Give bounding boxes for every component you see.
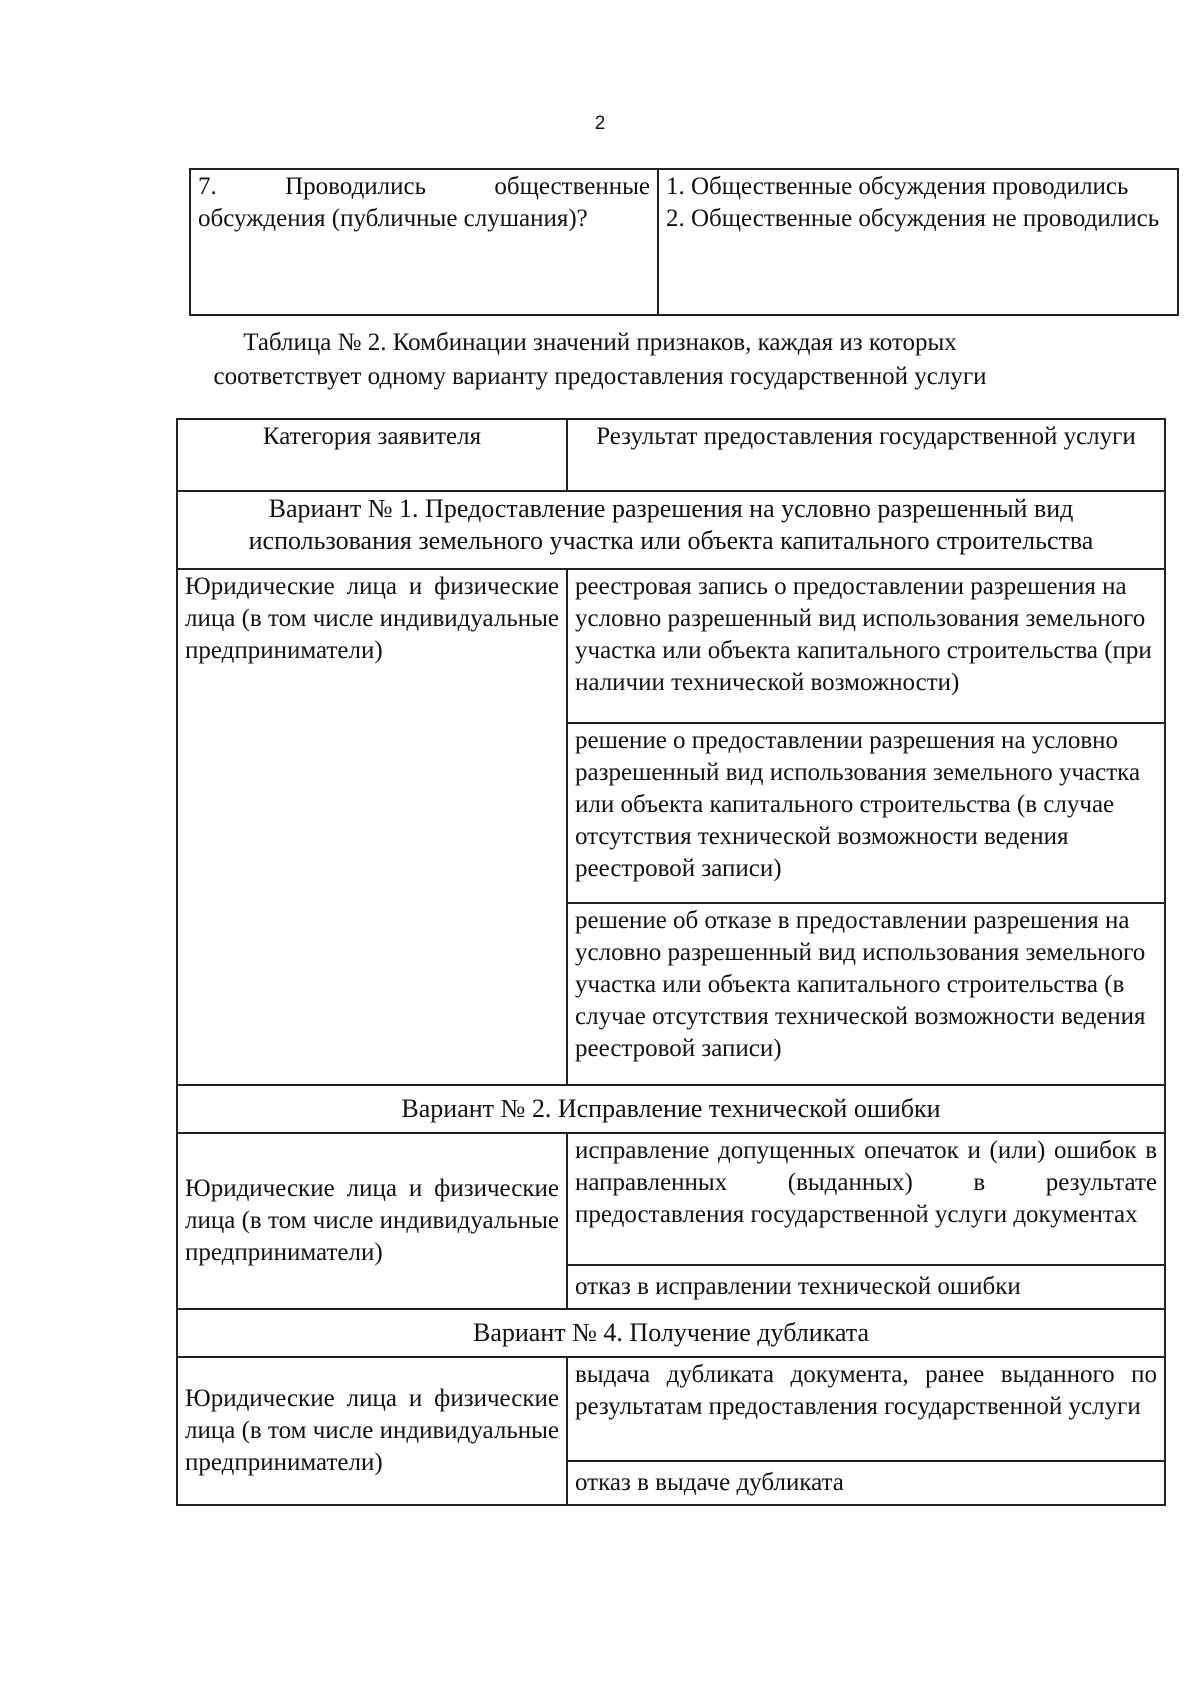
answer-option-2: 2. Общественные обсуждения не проводились	[666, 205, 1160, 232]
caption-line-1: Таблица № 2. Комбинации значений признаков, каждая из которых	[243, 329, 957, 356]
variant-title-row	[177, 1085, 1165, 1133]
header-row	[177, 419, 1165, 491]
variant-2-category: Юридические лица и физические лица (в том числе индивидуальные предприниматели)	[177, 1133, 567, 1309]
header-category: Категория заявителя	[177, 419, 567, 491]
variant-4-result-1: выдача дубликата документа, ранее выданного по результатам предоставления государственной услуги	[567, 1357, 1165, 1461]
question-7-table	[189, 168, 1179, 316]
table-2-caption	[0, 326, 1200, 394]
table-row	[177, 569, 1165, 723]
table-row	[177, 1133, 1165, 1265]
variant-2-result-1: исправление допущенных опечаток и (или) ошибок в направленных (выданных) в результате предоставления государственной услуги документах	[567, 1133, 1165, 1265]
variant-1-result-3: решение об отказе в предоставлении разрешения на условно разрешенный вид использования земельного участка или объекта капитального строительства (в случае отсутствия технической возможности ведения реестровой записи)	[567, 903, 1165, 1085]
table-row	[190, 169, 1178, 315]
variant-2-title: Вариант № 2. Исправление технической ошибки	[177, 1085, 1165, 1133]
question-7-answers	[658, 169, 1178, 315]
variant-4-category: Юридические лица и физические лица (в том числе индивидуальные предприниматели)	[177, 1357, 567, 1505]
header-result: Результат предоставления государственной услуги	[567, 419, 1165, 491]
variant-4-result-2: отказ в выдаче дубликата	[567, 1461, 1165, 1505]
variant-2-result-2: отказ в исправлении технической ошибки	[567, 1265, 1165, 1309]
variant-4-title: Вариант № 4. Получение дубликата	[177, 1309, 1165, 1357]
table-row	[177, 1357, 1165, 1461]
page-number: 2	[594, 113, 606, 134]
variant-1-result-1: реестровая запись о предоставлении разрешения на условно разрешенный вид использования земельного участка или объекта капитального строительства (при наличии технической возможности)	[567, 569, 1165, 723]
caption-line-2: соответствует одному варианту предоставления государственной услуги	[213, 363, 987, 390]
variant-1-category: Юридические лица и физические лица (в том числе индивидуальные предприниматели)	[177, 569, 567, 1085]
variants-table	[176, 418, 1166, 1506]
variant-title-row	[177, 491, 1165, 569]
variant-1-result-2: решение о предоставлении разрешения на условно разрешенный вид использования земельного участка или объекта капитального строительства (в случае отсутствия технической возможности ведения реестровой записи)	[567, 723, 1165, 903]
answer-option-1: 1. Общественные обсуждения проводились	[666, 173, 1129, 200]
variant-1-title: Вариант № 1. Предоставление разрешения на условно разрешенный вид использования земельного участка или объекта капитального строительства	[177, 491, 1165, 569]
question-7-text: 7. Проводились общественные обсуждения (публичные слушания)?	[190, 169, 658, 315]
variant-title-row	[177, 1309, 1165, 1357]
